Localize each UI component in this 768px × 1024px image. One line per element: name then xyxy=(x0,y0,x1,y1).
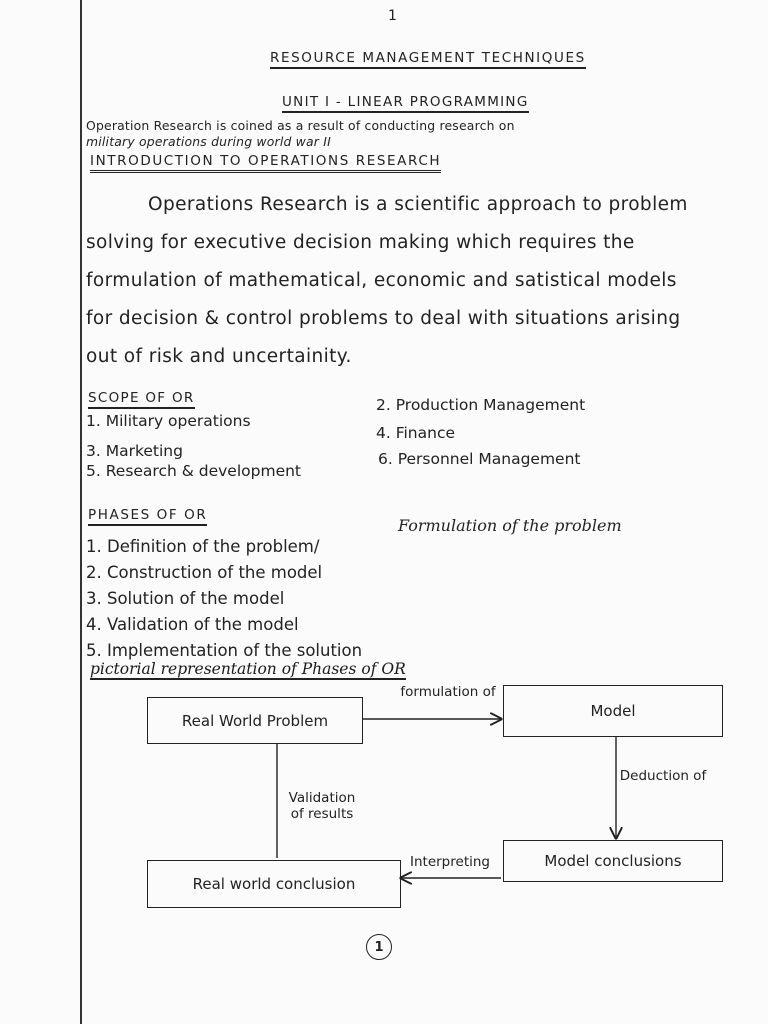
phases-heading: PHASES OF OR xyxy=(88,507,207,526)
real-world-problem-label: Real World Problem xyxy=(181,711,329,730)
validation-label: Validation of results xyxy=(288,790,356,822)
phase-item-4: 4. Validation of the model xyxy=(86,615,299,634)
phase-item-5: 5. Implementation of the solution xyxy=(86,641,363,660)
scope-item-5: 5. Research & development xyxy=(86,462,302,480)
top-page-number: 1 xyxy=(388,8,397,24)
page-number: 1 xyxy=(374,939,384,955)
phase-item-3: 3. Solution of the model xyxy=(86,589,285,608)
real-world-conclusion-label: Real world conclusion xyxy=(192,875,356,893)
page-title: RESOURCE MANAGEMENT TECHNIQUES xyxy=(270,50,586,69)
scope-item-4: 4. Finance xyxy=(376,424,456,442)
model-label: Model xyxy=(590,702,636,720)
scope-item-6: 6. Personnel Management xyxy=(378,450,581,468)
formulation-label: formulation of xyxy=(400,684,496,700)
deduction-label: Deduction of xyxy=(619,768,707,784)
scope-heading: SCOPE OF OR xyxy=(88,390,195,409)
scope-item-3: 3. Marketing xyxy=(86,442,183,460)
definition-paragraph: Operations Research is a scientific approach to problem solving for executive decision making which requires the formulation of mathematical, economic and satistical models for decision & control problems to deal with situations arising out of risk and uncertainity. xyxy=(86,194,688,367)
scope-item-2: 2. Production Management xyxy=(376,396,586,414)
page-number-circle xyxy=(366,934,392,960)
scope-item-1: 1. Military operations xyxy=(86,412,251,430)
phase-item-1: 1. Definition of the problem/ xyxy=(86,537,320,556)
interpreting-label: Interpreting xyxy=(410,854,490,870)
note-line-2: military operations during world war II xyxy=(86,134,331,149)
note-line-1: Operation Research is coined as a result of conducting research on xyxy=(86,118,515,133)
unit-heading: UNIT I - LINEAR PROGRAMMING xyxy=(282,94,529,113)
model-conclusions-label: Model conclusions xyxy=(544,852,682,870)
phase-item-2: 2. Construction of the model xyxy=(86,563,323,582)
intro-heading: INTRODUCTION TO OPERATIONS RESEARCH xyxy=(90,153,441,173)
pictorial-heading: pictorial representation of Phases of OR xyxy=(90,660,406,678)
phase-item-1-extra: Formulation of the problem xyxy=(398,516,622,535)
